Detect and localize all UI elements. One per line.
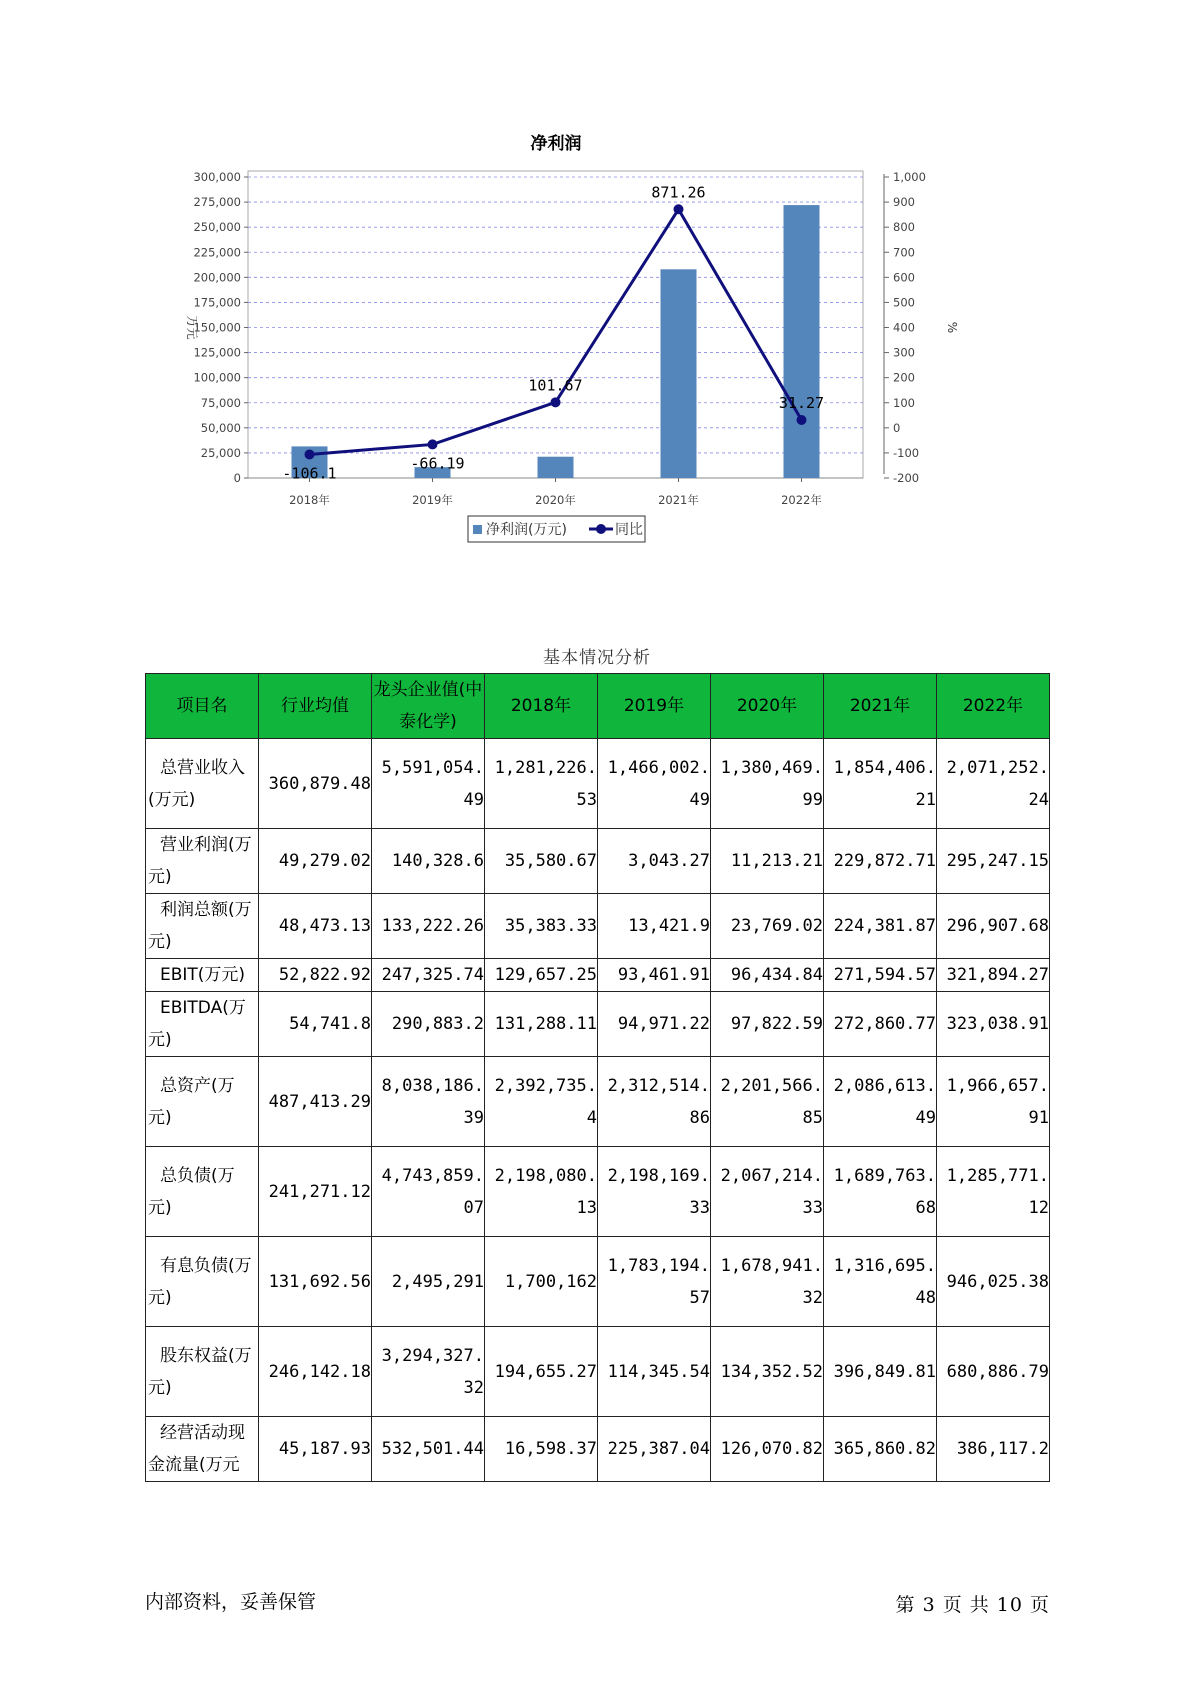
point-label: 871.26 <box>651 183 706 202</box>
x-tick-label: 2019年 <box>412 493 453 507</box>
y-right-tick-label: 100 <box>893 395 915 410</box>
table-row <box>146 1057 1050 1147</box>
y-left-tick-label: 0 <box>233 471 241 485</box>
value-cell: 23,769.02 <box>711 894 824 959</box>
y-right-tick-label: 400 <box>893 320 915 335</box>
value-cell: 1,466,002.49 <box>598 739 711 829</box>
footer-page-number: 第 3 页 共 10 页 <box>895 1594 1050 1616</box>
y-left-tick-label: 75,000 <box>200 395 241 410</box>
row-label-cell: 股东权益(万元) <box>146 1327 259 1417</box>
value-cell: 1,854,406.21 <box>824 739 937 829</box>
value-cell: 321,894.27 <box>937 959 1050 992</box>
y-right-tick-label: -100 <box>893 445 920 460</box>
value-cell: 2,495,291 <box>372 1237 485 1327</box>
y-left-tick-label: 250,000 <box>193 220 241 235</box>
y-right-tick-label: 200 <box>893 370 915 385</box>
line-point-yoy <box>797 415 807 425</box>
value-cell: 5,591,054.49 <box>372 739 485 829</box>
row-label-cell: 营业利润(万元) <box>146 829 259 894</box>
table-row <box>146 894 1050 959</box>
value-cell: 49,279.02 <box>259 829 372 894</box>
value-cell: 2,312,514.86 <box>598 1057 711 1147</box>
y-right-tick-label: 0 <box>893 420 901 435</box>
value-cell: 1,285,771.12 <box>937 1147 1050 1237</box>
y-right-tick-label: 1,000 <box>893 170 926 184</box>
y-right-tick-label: 600 <box>893 270 915 285</box>
value-cell: 365,860.82 <box>824 1417 937 1482</box>
value-cell: 247,325.74 <box>372 959 485 992</box>
x-tick-label: 2020年 <box>535 493 576 507</box>
table-header-cell: 2022年 <box>937 674 1050 739</box>
value-cell: 131,692.56 <box>259 1237 372 1327</box>
row-label-cell: EBIT(万元) <box>146 959 259 992</box>
value-cell: 16,598.37 <box>485 1417 598 1482</box>
table-row <box>146 1327 1050 1417</box>
y-left-tick-label: 25,000 <box>200 445 241 460</box>
value-cell: 13,421.9 <box>598 894 711 959</box>
y-right-tick-label: 700 <box>893 245 915 260</box>
bar-net-profit <box>784 205 820 478</box>
row-label-cell: 总负债(万元) <box>146 1147 259 1237</box>
y-right-tick-label: 500 <box>893 295 915 310</box>
value-cell: 52,822.92 <box>259 959 372 992</box>
value-cell: 129,657.25 <box>485 959 598 992</box>
y-right-axis-label: % <box>945 321 959 334</box>
row-label-cell: EBITDA(万元) <box>146 992 259 1057</box>
y-right-tick-label: -200 <box>893 471 920 485</box>
value-cell: 360,879.48 <box>259 739 372 829</box>
y-right-tick-label: 300 <box>893 345 915 360</box>
value-cell: 1,966,657.91 <box>937 1057 1050 1147</box>
value-cell: 1,783,194.57 <box>598 1237 711 1327</box>
y-left-tick-label: 275,000 <box>193 195 241 210</box>
value-cell: 1,689,763.68 <box>824 1147 937 1237</box>
value-cell: 2,071,252.24 <box>937 739 1050 829</box>
value-cell: 35,580.67 <box>485 829 598 894</box>
value-cell: 271,594.57 <box>824 959 937 992</box>
table-row <box>146 959 1050 992</box>
x-tick-label: 2022年 <box>781 493 822 507</box>
point-label: 101.67 <box>528 376 583 395</box>
value-cell: 2,198,169.33 <box>598 1147 711 1237</box>
point-label: -66.19 <box>410 454 465 473</box>
value-cell: 487,413.29 <box>259 1057 372 1147</box>
value-cell: 241,271.12 <box>259 1147 372 1237</box>
line-point-yoy <box>428 439 438 449</box>
value-cell: 229,872.71 <box>824 829 937 894</box>
value-cell: 8,038,186.39 <box>372 1057 485 1147</box>
value-cell: 1,700,162 <box>485 1237 598 1327</box>
bar-net-profit <box>538 457 574 478</box>
x-tick-label: 2018年 <box>289 493 330 507</box>
value-cell: 295,247.15 <box>937 829 1050 894</box>
plot-area <box>248 171 863 478</box>
table-row <box>146 992 1050 1057</box>
table-header-cell: 2021年 <box>824 674 937 739</box>
point-label: -106.1 <box>282 464 337 483</box>
value-cell: 532,501.44 <box>372 1417 485 1482</box>
footer-confidential: 内部资料，妥善保管 <box>145 1591 317 1613</box>
value-cell: 194,655.27 <box>485 1327 598 1417</box>
value-cell: 290,883.2 <box>372 992 485 1057</box>
table-row <box>146 1147 1050 1237</box>
value-cell: 4,743,859.07 <box>372 1147 485 1237</box>
value-cell: 35,383.33 <box>485 894 598 959</box>
line-point-yoy <box>305 449 315 459</box>
y-left-tick-label: 225,000 <box>193 245 241 260</box>
value-cell: 126,070.82 <box>711 1417 824 1482</box>
table-header-cell: 2018年 <box>485 674 598 739</box>
value-cell: 396,849.81 <box>824 1327 937 1417</box>
line-point-yoy <box>674 204 684 214</box>
row-label-cell: 有息负债(万元) <box>146 1237 259 1327</box>
value-cell: 54,741.8 <box>259 992 372 1057</box>
value-cell: 93,461.91 <box>598 959 711 992</box>
line-point-yoy <box>551 397 561 407</box>
value-cell: 11,213.21 <box>711 829 824 894</box>
value-cell: 2,198,080.13 <box>485 1147 598 1237</box>
value-cell: 131,288.11 <box>485 992 598 1057</box>
row-label-cell: 总资产(万元) <box>146 1057 259 1147</box>
value-cell: 3,043.27 <box>598 829 711 894</box>
y-left-tick-label: 50,000 <box>200 420 241 435</box>
table-caption: 基本情况分析 <box>543 648 651 668</box>
table-row <box>146 1417 1050 1482</box>
value-cell: 1,678,941.32 <box>711 1237 824 1327</box>
y-left-tick-label: 100,000 <box>193 370 241 385</box>
y-left-tick-label: 125,000 <box>193 345 241 360</box>
value-cell: 2,392,735.4 <box>485 1057 598 1147</box>
row-label-cell: 利润总额(万元) <box>146 894 259 959</box>
y-left-tick-label: 200,000 <box>193 270 241 285</box>
value-cell: 97,822.59 <box>711 992 824 1057</box>
y-right-tick-label: 800 <box>893 220 915 235</box>
table-row <box>146 739 1050 829</box>
value-cell: 680,886.79 <box>937 1327 1050 1417</box>
value-cell: 45,187.93 <box>259 1417 372 1482</box>
value-cell: 246,142.18 <box>259 1327 372 1417</box>
value-cell: 2,201,566.85 <box>711 1057 824 1147</box>
value-cell: 272,860.77 <box>824 992 937 1057</box>
value-cell: 133,222.26 <box>372 894 485 959</box>
value-cell: 1,281,226.53 <box>485 739 598 829</box>
chart-svg <box>180 130 1040 600</box>
value-cell: 225,387.04 <box>598 1417 711 1482</box>
value-cell: 224,381.87 <box>824 894 937 959</box>
value-cell: 2,067,214.33 <box>711 1147 824 1237</box>
y-right-tick-label: 900 <box>893 195 915 210</box>
analysis-table <box>145 673 1050 1482</box>
table-header-row <box>146 674 1050 739</box>
value-cell: 134,352.52 <box>711 1327 824 1417</box>
legend-label-line: 同比 <box>615 522 643 538</box>
value-cell: 94,971.22 <box>598 992 711 1057</box>
y-left-axis-label: 万元 <box>185 315 199 340</box>
table-header-cell: 2020年 <box>711 674 824 739</box>
table-header-cell: 2019年 <box>598 674 711 739</box>
value-cell: 48,473.13 <box>259 894 372 959</box>
table-header-cell: 龙头企业值(中泰化学) <box>372 674 485 739</box>
value-cell: 2,086,613.49 <box>824 1057 937 1147</box>
legend-label-bar: 净利润(万元) <box>486 522 567 538</box>
point-label: 31.27 <box>778 393 825 412</box>
y-left-tick-label: 300,000 <box>193 170 241 184</box>
table-row <box>146 829 1050 894</box>
row-label-cell: 总营业收入(万元) <box>146 739 259 829</box>
x-tick-label: 2021年 <box>658 493 699 507</box>
table-row <box>146 1237 1050 1327</box>
value-cell: 1,380,469.99 <box>711 739 824 829</box>
y-left-tick-label: 175,000 <box>193 295 241 310</box>
row-label-cell: 经营活动现金流量(万元 <box>146 1417 259 1482</box>
net-profit-chart <box>180 130 1040 600</box>
legend-swatch-bar <box>473 525 482 534</box>
value-cell: 114,345.54 <box>598 1327 711 1417</box>
table-header-cell: 项目名 <box>146 674 259 739</box>
value-cell: 1,316,695.48 <box>824 1237 937 1327</box>
value-cell: 323,038.91 <box>937 992 1050 1057</box>
value-cell: 3,294,327.32 <box>372 1327 485 1417</box>
table-header-cell: 行业均值 <box>259 674 372 739</box>
legend-swatch-point <box>596 524 606 534</box>
y-left-tick-label: 150,000 <box>193 320 241 335</box>
value-cell: 386,117.2 <box>937 1417 1050 1482</box>
chart-title: 净利润 <box>530 134 582 154</box>
value-cell: 96,434.84 <box>711 959 824 992</box>
value-cell: 140,328.6 <box>372 829 485 894</box>
value-cell: 946,025.38 <box>937 1237 1050 1327</box>
bar-net-profit <box>661 269 697 478</box>
value-cell: 296,907.68 <box>937 894 1050 959</box>
